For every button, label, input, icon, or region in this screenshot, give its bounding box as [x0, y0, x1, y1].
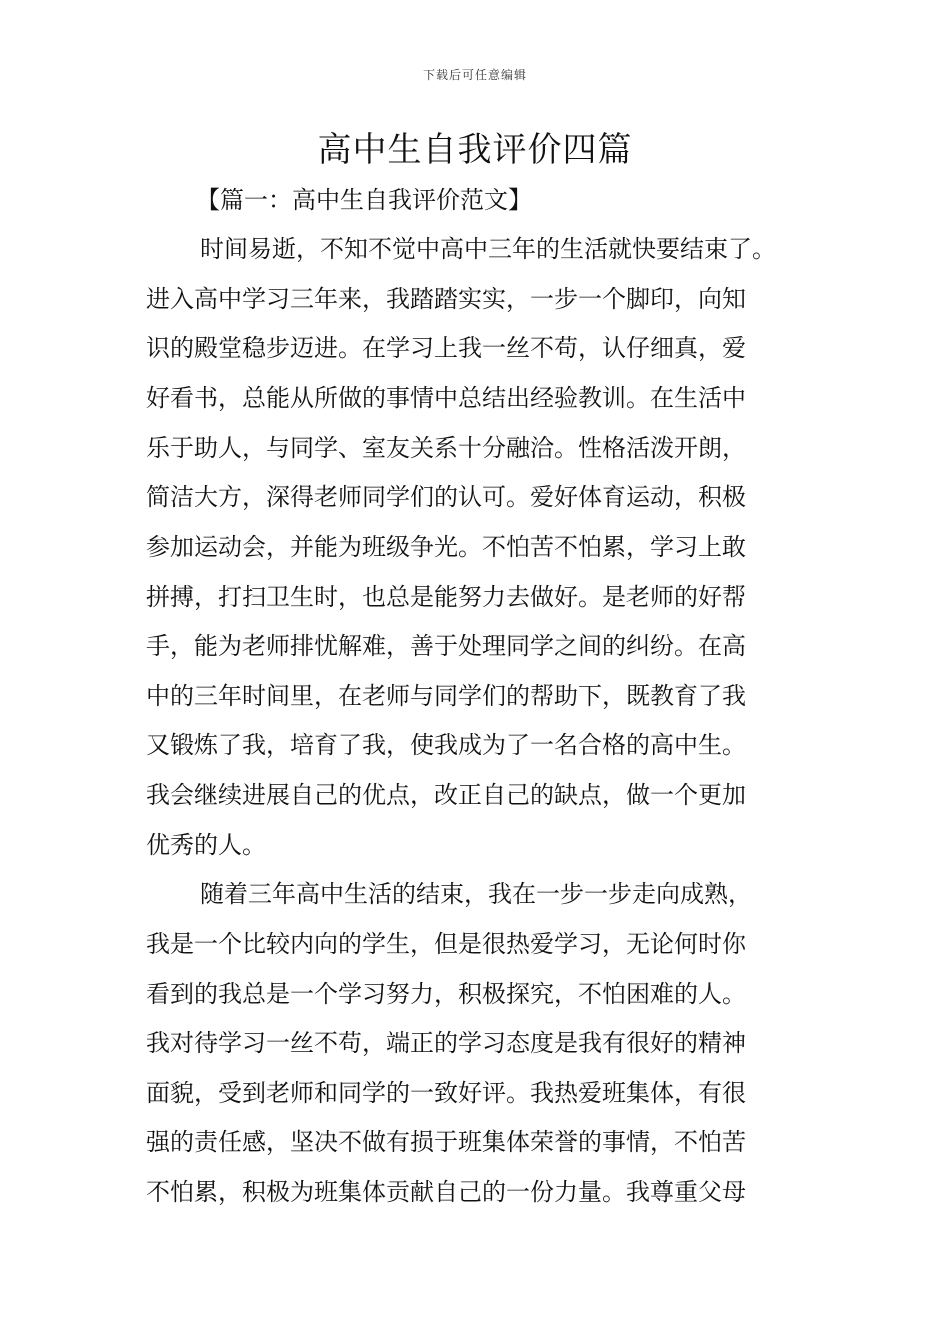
- paragraph-line: 优秀的人。: [146, 831, 266, 859]
- paragraph-line: 识的殿堂稳步迈进。在学习上我一丝不苟，认仔细真，爱: [146, 334, 746, 362]
- paragraph-line: 强的责任感，坚决不做有损于班集体荣誉的事情，不怕苦: [146, 1128, 746, 1156]
- paragraph-line: 随着三年高中生活的结束，我在一步一步走向成熟，: [200, 880, 752, 908]
- header-note: 下载后可任意编辑: [422, 68, 527, 82]
- paragraph-line: 又锻炼了我，培育了我，使我成为了一名合格的高中生。: [146, 731, 746, 759]
- paragraph-line: 乐于助人，与同学、室友关系十分融洽。性格活泼开朗，: [146, 434, 746, 462]
- paragraph-line: 手，能为老师排忧解难，善于处理同学之间的纠纷。在高: [146, 632, 746, 660]
- paragraph-line: 面貌，受到老师和同学的一致好评。我热爱班集体，有很: [146, 1079, 746, 1107]
- paragraph-line: 简洁大方，深得老师同学们的认可。爱好体育运动，积极: [146, 483, 746, 511]
- paragraph-line: 好看书，总能从所做的事情中总结出经验教训。在生活中: [146, 384, 746, 412]
- paragraph-line: 我会继续进展自己的优点，改正自己的缺点，做一个更加: [146, 781, 746, 809]
- paragraph-line: 我对待学习一丝不苟，端正的学习态度是我有很好的精神: [146, 1029, 746, 1057]
- paragraph-line: 时间易逝，不知不觉中高中三年的生活就快要结束了。: [200, 235, 776, 263]
- paragraph-line: 我是一个比较内向的学生，但是很热爱学习，无论何时你: [146, 930, 746, 958]
- paragraph-line: 中的三年时间里，在老师与同学们的帮助下，既教育了我: [146, 682, 746, 710]
- paragraph-line: 拼搏，打扫卫生时，也总是能努力去做好。是老师的好帮: [146, 583, 746, 611]
- paragraph-line: 进入高中学习三年来，我踏踏实实，一步一个脚印，向知: [146, 285, 746, 313]
- paragraph-line: 看到的我总是一个学习努力，积极探究，不怕困难的人。: [146, 980, 746, 1008]
- paragraph-line: 不怕累，积极为班集体贡献自己的一份力量。我尊重父母: [146, 1178, 746, 1206]
- document-title: 高中生自我评价四篇: [317, 130, 633, 170]
- paragraph-line: 参加运动会，并能为班级争光。不怕苦不怕累，学习上敢: [146, 533, 746, 561]
- section-heading: 【篇一：高中生自我评价范文】: [196, 186, 532, 214]
